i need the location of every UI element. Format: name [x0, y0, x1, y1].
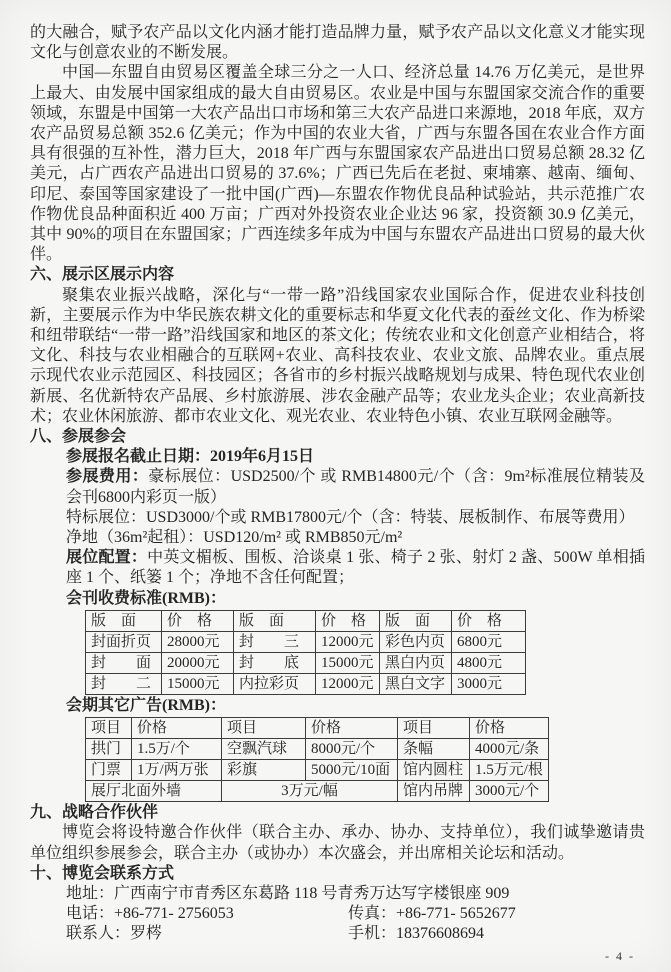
table-cell: 封 面: [86, 652, 162, 673]
contact-person-label: 联系人：: [66, 925, 131, 943]
table-cell: 彩旗: [222, 760, 306, 781]
table-cell: 3000元: [452, 673, 526, 694]
table-cell: 黑白文字: [380, 673, 452, 694]
section-9-body: 博览会将设特邀合作伙伴（联合主办、承办、协办、支持单位），我们诚挚邀请贵单位组织参展参会，联合主办（或协办）本次盛会，并出席相关论坛和活动。: [30, 824, 645, 862]
table-cell: 1.5万元/根: [470, 760, 549, 781]
table-cell: 馆内圆柱: [398, 760, 470, 781]
table-cell: 12000元: [316, 631, 380, 652]
table-cell: 内拉彩页: [234, 673, 316, 694]
registration-deadline: 参展报名截止日期：2019年6月15日: [66, 448, 315, 466]
column-header: 项目: [398, 718, 470, 739]
table-cell: 3万元/幅: [222, 781, 398, 802]
column-header: 价格: [132, 718, 222, 739]
column-header: 价 格: [162, 610, 234, 631]
column-header: 价格: [306, 718, 398, 739]
table-cell: 4000元/条: [470, 739, 549, 760]
fee-label: 参展费用：: [66, 468, 149, 486]
table-header-row: [86, 718, 549, 739]
table-cell: 1万/两万张: [132, 760, 222, 781]
section-8-heading: 八、参展参会: [30, 428, 127, 446]
table-cell: 3000元/个: [470, 781, 549, 802]
section-6-body: 聚集农业振兴战略，深化与“一带一路”沿线国家农业国际合作，促进农业科技创新，主要展示作为中华民族农耕文化的重要标志和华夏文化代表的蚕丝文化、作为桥梁和纽带联结“一带一路”沿线国家和地区的茶文化；传统农业和文化创意产业相结合，将文化、科技与农业相融合的互联网+农业、高科技农业、农业文旅、品牌农业。重点展示现代农业示范园区、科技园区；各省市的乡村振兴战略规划与成果、特色现代农业创新展、名优新特农产品展、乡村旅游展、涉农金融产品等；农业龙头企业；农业高新技术；农业休闲旅游、都市农业文化、观光农业、农业特色小镇、农业互联网金融等。: [30, 286, 645, 425]
table-cell: 8000元/个: [306, 739, 398, 760]
phone-line: [66, 904, 348, 924]
raw-space-line: 净地（36m²起租）：USD120/m² 或 RMB850元/m²: [66, 529, 403, 547]
table-cell: 封 二: [86, 673, 162, 694]
fee-text: 豪标展位：USD2500/个 或 RMB14800元/个（含：9m²标准展位精装及会刊6800内彩页一版）: [66, 468, 645, 506]
table-cell: 条幅: [398, 739, 470, 760]
table-cell: 5000元/10面: [306, 760, 398, 781]
table-cell: 馆内吊牌: [398, 781, 470, 802]
table-row: [86, 739, 549, 760]
phone-value: +86-771- 2756053: [114, 905, 234, 923]
mobile-label: 手机：: [348, 925, 397, 943]
table-cell: 封 底: [234, 652, 316, 673]
table-merged-row: [86, 781, 549, 802]
table-cell: 15000元: [316, 652, 380, 673]
table-cell: 黑白内页: [380, 652, 452, 673]
table-cell: 彩色内页: [380, 631, 452, 652]
paragraph-free-trade-zone: 中国—东盟自由贸易区覆盖全球三分之一人口、经济总量 14.76 万亿美元，是世界上最大、由发展中国家组成的最大自由贸易区。农业是中国与东盟国家交流合作的重要领域，东盟是中国第一大农产品出口市场和第三大农产品进口来源地，2018 年底，双方农产品贸易总额 352.6 亿美元；作为中国的农业大省，广西与东盟各国在农业合作方面具有很强的互补性，潜力巨大，2018 年广西与东盟国家农产品进出口贸易总额 28.32 亿美元，占广西农产品进出口贸易的 37.6%；广西已先后在老挝、柬埔寨、越南、缅甸、印尼、泰国等国家建设了一批中国(广西)—东盟农作物优良品种试验站，共示范推广农作物优良品种面积近 400 万亩；广西对外投资农业企业达 96 家，投资额 30.9 亿美元，其中 90%的项目在东盟国家；广西连续多年成为中国与东盟农产品进出口贸易的最大伙伴。: [30, 64, 645, 264]
table-cell: 封面折页: [86, 631, 162, 652]
contact-mobile-row: [30, 924, 645, 944]
fax-value: +86-771- 5652677: [396, 905, 516, 923]
journal-price-label: 会刊收费标准(RMB)：: [66, 589, 226, 607]
table-cell: 20000元: [162, 652, 234, 673]
fax-line: [348, 904, 516, 924]
address-label: 地址：: [66, 884, 115, 902]
booth-config-text: 中英文楣板、围板、洽谈桌 1 张、椅子 2 张、射灯 2 盏、500W 单相插座 1 个、纸篓 1 个；净地不含任何配置；: [66, 549, 645, 587]
table-cell: 封 三: [234, 631, 316, 652]
table-row: [86, 631, 526, 652]
page-number: - 4 -: [605, 949, 635, 963]
address-line: [30, 884, 645, 904]
contact-person-line: [66, 924, 348, 944]
mobile-line: [348, 924, 484, 944]
table-cell: 15000元: [162, 673, 234, 694]
column-header: 项目: [222, 718, 306, 739]
table-cell: 空飘汽球: [222, 739, 306, 760]
column-header: 价 格: [452, 610, 526, 631]
section-10-heading: 十、博览会联系方式: [30, 864, 175, 882]
column-header: 版 面: [234, 610, 316, 631]
booth-config-line: [30, 548, 645, 588]
section-9-heading: 九、战略合作伙伴: [30, 804, 159, 822]
mobile-value: 18376608694: [396, 925, 485, 943]
address-value: 广西南宁市青秀区东葛路 118 号青秀万达写字楼银座 909: [114, 884, 510, 902]
table-header-row: [86, 610, 526, 631]
table-cell: 门票: [86, 760, 132, 781]
table-cell: 6800元: [452, 631, 526, 652]
special-booth-line: 特标展位：USD3000/个或 RMB17800元/个（含：特装、展板制作、布展等费用）: [66, 508, 635, 526]
contact-person-value: 罗梣: [130, 925, 163, 943]
table-cell: 展厅北面外墙: [86, 781, 222, 802]
table-row: [86, 673, 526, 694]
table-cell: 4800元: [452, 652, 526, 673]
exhibition-fee-line: [30, 467, 645, 507]
section-6-heading: 六、展示区展示内容: [30, 266, 175, 284]
table-cell: 拱门: [86, 739, 132, 760]
table-row: [86, 652, 526, 673]
other-ads-table: [85, 717, 549, 802]
fax-label: 传真：: [348, 905, 397, 923]
column-header: 版 面: [86, 610, 162, 631]
column-header: 价 格: [316, 610, 380, 631]
phone-label: 电话：: [66, 905, 115, 923]
table-cell: 1.5万/个: [132, 739, 222, 760]
column-header: 版 面: [380, 610, 452, 631]
table-cell: 12000元: [316, 673, 380, 694]
table-row: [86, 760, 549, 781]
column-header: 价格: [470, 718, 549, 739]
table-cell: 28000元: [162, 631, 234, 652]
booth-config-label: 展位配置：: [66, 549, 148, 567]
phone-fax-row: [30, 904, 645, 924]
journal-price-table: [85, 610, 526, 695]
other-ads-label: 会期其它广告(RMB)：: [66, 696, 226, 714]
paragraph-culture-fusion: 的大融合，赋予农产品以文化内涵才能打造品牌力量，赋予农产品以文化意义才能实现文化与创意农业的不断发展。: [30, 24, 645, 62]
column-header: 项目: [86, 718, 132, 739]
